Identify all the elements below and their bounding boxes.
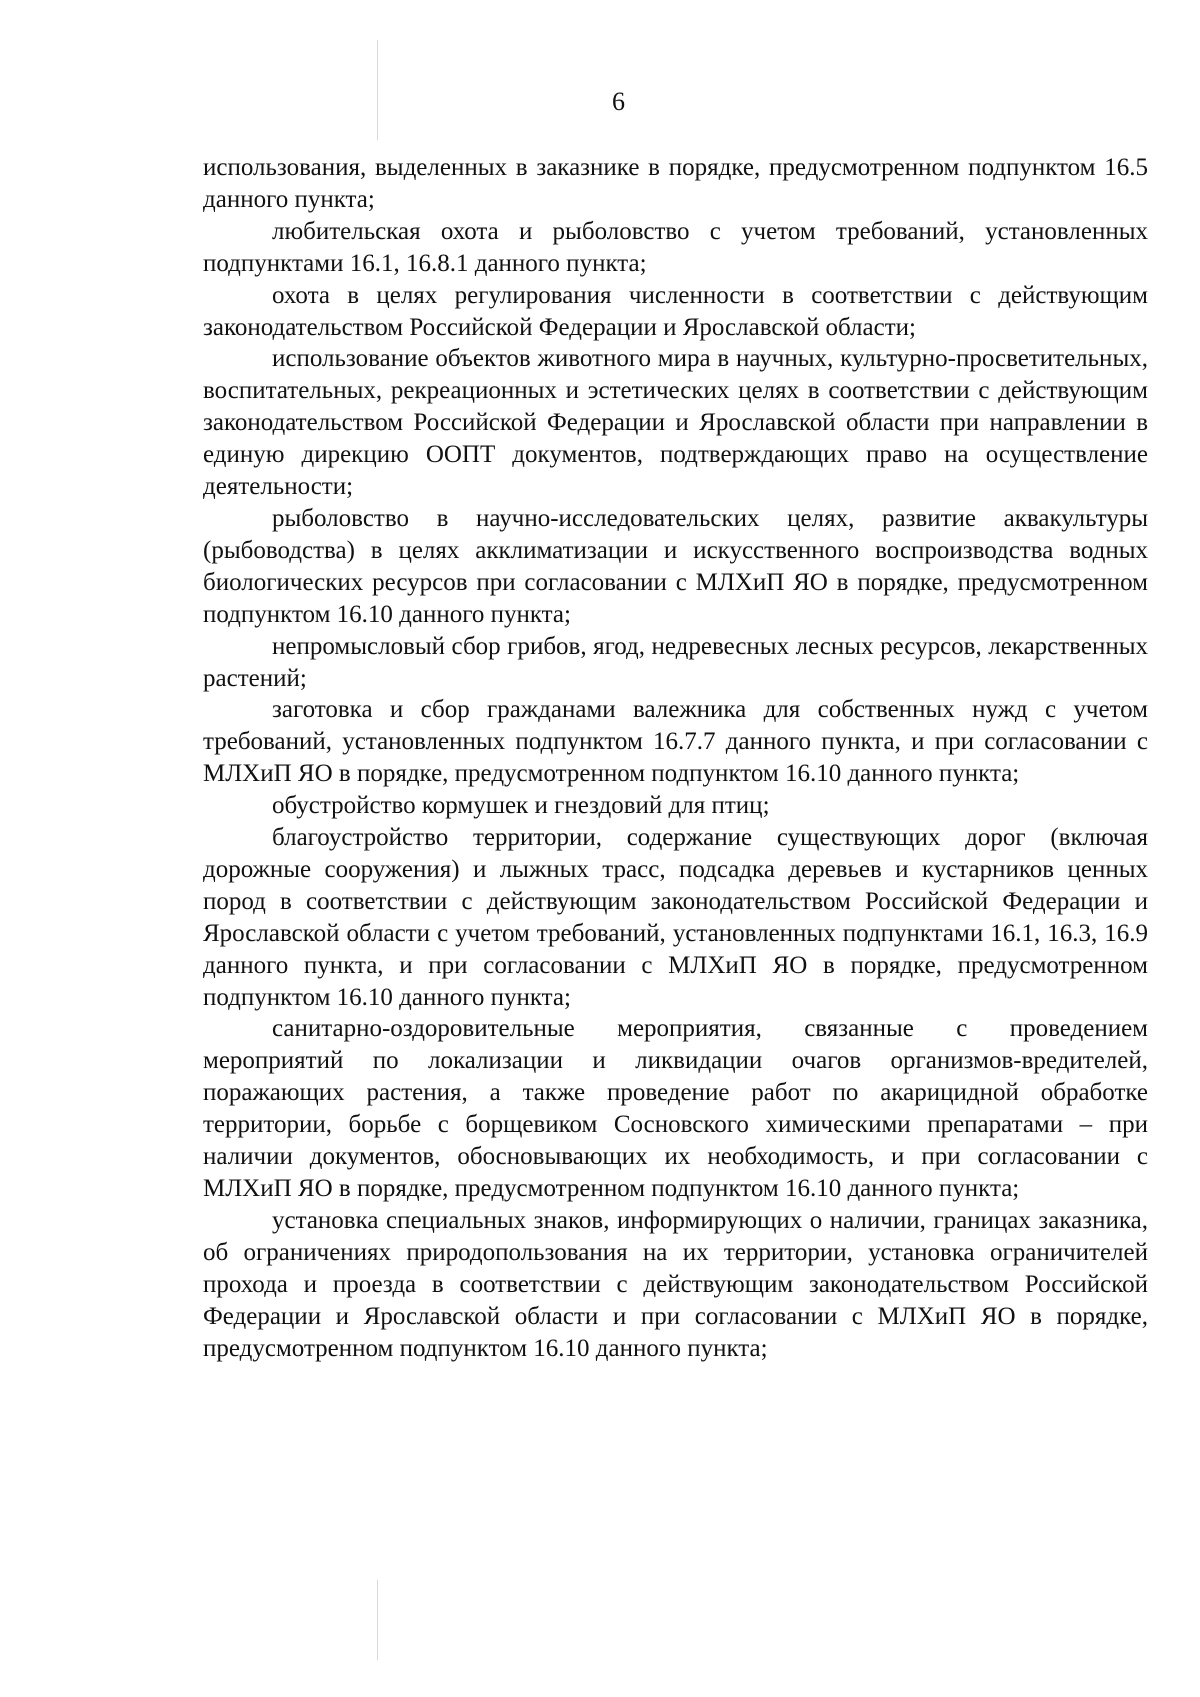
paragraph-deadwood: заготовка и сбор гражданами валежника для собственных нужд с учетом требований, установленных подпунктом 16.7.7 данного пункта, и при согласовании с МЛХиП ЯО в порядке, предусмотренном подпунктом 16.10 данного пункта; — [203, 696, 1148, 788]
paragraph-amateur-hunting: любительская охота и рыболовство с учетом требований, установленных подпунктами 16.1, 16.8.1 данного пункта; — [203, 217, 1148, 277]
paragraph-research-fishing: рыболовство в научно-исследовательских целях, развитие аквакультуры (рыбоводства) в целях акклиматизации и искусственного воспроизводства водных биологических ресурсов при согласовании с МЛХиП ЯО в порядке, предусмотренном подпунктом 16.10 данного пункта; — [203, 504, 1148, 628]
paragraph-gathering: непромысловый сбор грибов, ягод, недревесных лесных ресурсов, лекарственных растений; — [203, 632, 1148, 692]
document-body — [203, 152, 1148, 1364]
paragraph-regulation-hunting: охота в целях регулирования численности в соответствии с действующим законодательством Российской Федерации и Ярославской области; — [203, 281, 1148, 341]
paragraph-landscaping: благоустройство территории, содержание существующих дорог (включая дорожные сооружения) и лыжных трасс, подсадка деревьев и кустарников ценных пород в соответствии с действующим законодательством Российской Федерации и Ярославской области с учетом требований, установленных подпунктами 16.1, 16.3, 16.9 данного пункта, и при согласовании с МЛХиП ЯО в порядке, предусмотренном подпунктом 16.10 данного пункта; — [203, 824, 1148, 1011]
paragraph-bird-feeders: обустройство кормушек и гнездовий для птиц; — [272, 792, 770, 820]
paragraph-wildlife-use: использование объектов животного мира в научных, культурно-просветительных, воспитательных, рекреационных и эстетических целях в соответствии с действующим законодательством Российской Федерации и Ярославской области при направлении в единую дирекцию ООПТ документов, подтверждающих право на осуществление деятельности; — [203, 345, 1148, 501]
paragraph-sanitary-measures: санитарно-оздоровительные мероприятия, связанные с проведением мероприятий по локализации и ликвидации очагов организмов-вредителей, поражающих растения, а также проведение работ по акарицидной обработке территории, борьбе с борщевиком Сосновского химическими препаратами – при наличии документов, обосновывающих их необходимость, и при согласовании с МЛХиП ЯО в порядке, предусмотренном подпунктом 16.10 данного пункта; — [203, 1015, 1148, 1202]
paragraph-continuation: использования, выделенных в заказнике в порядке, предусмотренном подпунктом 16.5 данного пункта; — [203, 154, 1148, 213]
paragraph-signage: установка специальных знаков, информирующих о наличии, границах заказника, об ограничениях природопользования на их территории, установка ограничителей прохода и проезда в соответствии с действующим законодательством Российской Федерации и Ярославской области и при согласовании с МЛХиП ЯО в порядке, предусмотренном подпунктом 16.10 данного пункта; — [203, 1206, 1148, 1362]
page-number: 6 — [612, 87, 625, 116]
scan-artifact-line — [377, 1580, 378, 1660]
